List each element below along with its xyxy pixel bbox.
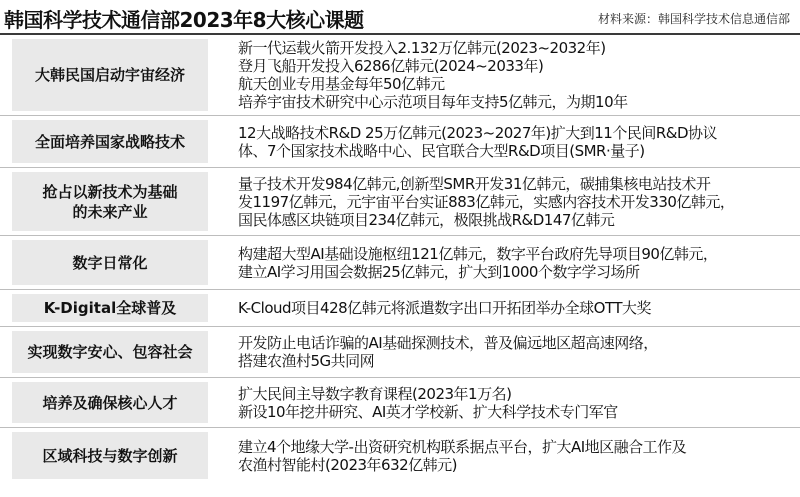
row-label: 大韩民国启动宇宙经济 <box>12 39 208 111</box>
content-line: 扩大民间主导数字教育课程(2023年1万名) <box>238 384 512 403</box>
row-label: 全面培养国家战略技术 <box>12 120 208 163</box>
content-line: 搭建农渔村5G共同网 <box>238 352 375 370</box>
content-line: 培养宇宙技术研究中心示范项目每年支持5亿韩元，为期10年 <box>238 93 628 111</box>
row-content <box>238 290 800 326</box>
row-content <box>238 236 800 289</box>
content-line: 量子技术开发984亿韩元,创新型SMR开发31亿韩元，碳捕集核电站技术开 <box>238 174 711 193</box>
content-line: 发1197亿韩元，元宇宙平台实证883亿韩元，实感内容技术开发330亿韩元， <box>238 192 735 211</box>
content-line: 开发防止电话诈骗的AI基础探测技术，普及偏远地区超高速网络， <box>238 334 658 352</box>
content-line: 农渔村智能村(2023年632亿韩元) <box>238 455 458 474</box>
row-label: K-Digital全球普及 <box>12 294 208 322</box>
table-row <box>0 168 800 236</box>
row-content <box>238 378 800 427</box>
row-content <box>238 168 800 235</box>
row-content <box>238 116 800 167</box>
table-row <box>0 236 800 290</box>
row-label: 培养及确保核心人才 <box>12 382 208 423</box>
row-label: 抢占以新技术为基础 的未来产业 <box>12 172 208 231</box>
row-content <box>238 35 800 115</box>
source-note: 材料来源：韩国科学技术信息通信部 <box>597 12 790 26</box>
row-content <box>238 428 800 483</box>
content-line: 建立AI学习用国会数据25亿韩元，扩大到1000个数字学习场所 <box>238 262 640 281</box>
row-label: 区域科技与数字创新 <box>12 432 208 479</box>
table-row <box>0 116 800 168</box>
table-row <box>0 378 800 428</box>
content-line: 建立4个地缘大学-出资研究机构联系据点平台，扩大AI地区融合工作及 <box>238 437 687 456</box>
header <box>0 0 800 34</box>
content-line: 新一代运载火箭开发投入2.132万亿韩元(2023~2032年) <box>238 39 606 57</box>
content-line: 构建超大型AI基础设施枢纽121亿韩元，数字平台政府先导项目90亿韩元， <box>238 244 718 263</box>
content-line: 体、7个国家技术战略中心、民官联合大型R&D项目(SMR·量子) <box>238 141 645 160</box>
table-row <box>0 428 800 483</box>
content-line: K-Cloud项目428亿韩元将派遣数字出口开拓团举办全球OTT大奖 <box>238 299 652 317</box>
content-line: 登月飞船开发投入6286亿韩元(2024~2033年) <box>238 57 544 75</box>
row-content <box>238 327 800 377</box>
table-row <box>0 35 800 116</box>
content-line: 12大战略技术R&D 25万亿韩元(2023~2027年)扩大到11个民间R&D协议 <box>238 123 717 142</box>
content-line: 航天创业专用基金每年50亿韩元 <box>238 75 445 93</box>
table-row <box>0 290 800 327</box>
tasks-table <box>0 35 800 483</box>
content-line: 国民体感区块链项目234亿韩元，极限挑战R&D147亿韩元 <box>238 210 615 229</box>
table-row <box>0 327 800 378</box>
row-label: 实现数字安心、包容社会 <box>12 331 208 373</box>
page-title: 韩国科学技术通信部2023年8大核心课题 <box>4 8 364 32</box>
content-line: 新设10年挖井研究、AI英才学校新、扩大科学技术专门军官 <box>238 402 618 421</box>
row-label: 数字日常化 <box>12 240 208 285</box>
